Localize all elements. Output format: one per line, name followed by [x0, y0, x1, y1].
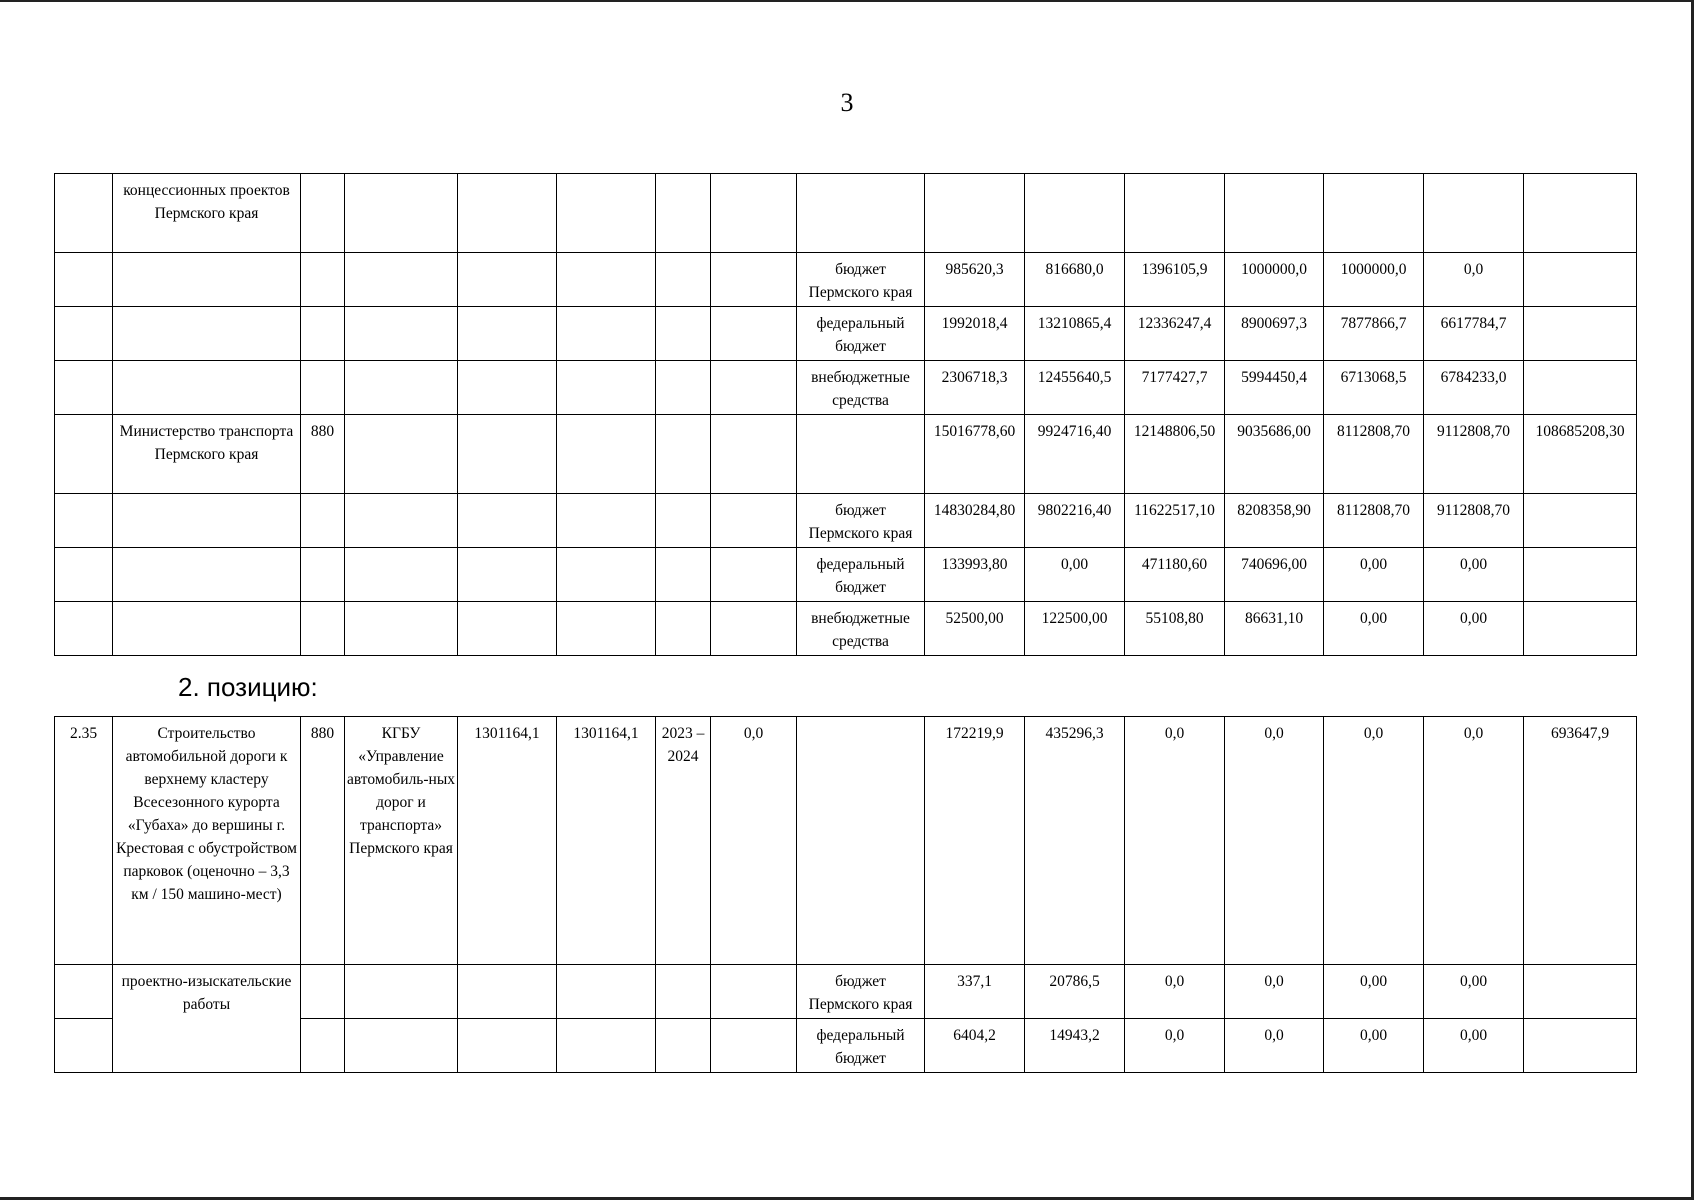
table-cell	[113, 253, 301, 307]
table-cell	[656, 307, 711, 361]
table-cell: 816680,0	[1025, 253, 1125, 307]
table-cell	[711, 1019, 797, 1073]
table-cell: 12148806,50	[1125, 415, 1225, 494]
table-cell	[301, 602, 345, 656]
table-cell	[55, 548, 113, 602]
table-cell	[345, 361, 458, 415]
table-cell	[925, 174, 1025, 253]
table-cell: 435296,3	[1025, 717, 1125, 965]
table-cell	[557, 965, 656, 1019]
table-cell: 880	[301, 717, 345, 965]
table-cell	[656, 602, 711, 656]
table-cell: 9112808,70	[1424, 494, 1524, 548]
table-cell	[711, 361, 797, 415]
table-cell: 1301164,1	[458, 717, 557, 965]
table-cell: 0,00	[1324, 548, 1424, 602]
table-cell: 7177427,7	[1125, 361, 1225, 415]
table-cell: внебюджетные средства	[797, 361, 925, 415]
table-cell	[55, 415, 113, 494]
table-cell: 12336247,4	[1125, 307, 1225, 361]
table-cell: 2023 – 2024	[656, 717, 711, 965]
table-cell	[458, 965, 557, 1019]
table-cell: 0,0	[1424, 253, 1524, 307]
table-cell	[1125, 174, 1225, 253]
table-cell: 0,00	[1324, 965, 1424, 1019]
table-cell	[711, 174, 797, 253]
table-cell: 740696,00	[1225, 548, 1324, 602]
table-cell: федеральный бюджет	[797, 307, 925, 361]
table-cell: 122500,00	[1025, 602, 1125, 656]
table-cell: 0,0	[1324, 717, 1424, 965]
table-cell	[711, 415, 797, 494]
table-cell	[1524, 307, 1637, 361]
table-cell: 471180,60	[1125, 548, 1225, 602]
table-cell	[458, 415, 557, 494]
table-cell	[113, 361, 301, 415]
table-cell	[458, 494, 557, 548]
table-cell: внебюджетные средства	[797, 602, 925, 656]
table-row	[55, 494, 1637, 548]
table-cell	[113, 548, 301, 602]
table-cell	[345, 602, 458, 656]
table-cell	[301, 965, 345, 1019]
table-cell	[656, 548, 711, 602]
table-cell: КГБУ «Управление автомобиль-ных дорог и транспорта» Пермского края	[345, 717, 458, 965]
table-cell: 1000000,0	[1225, 253, 1324, 307]
table-cell: 9035686,00	[1225, 415, 1324, 494]
table-cell: 1301164,1	[557, 717, 656, 965]
table-cell	[345, 1019, 458, 1073]
table-cell	[557, 361, 656, 415]
table-cell: 133993,80	[925, 548, 1025, 602]
table-cell	[656, 361, 711, 415]
table-cell	[301, 307, 345, 361]
table-cell	[458, 1019, 557, 1073]
table-cell: 0,0	[1125, 717, 1225, 965]
table-cell	[656, 174, 711, 253]
table-cell: 14943,2	[1025, 1019, 1125, 1073]
table-cell	[557, 494, 656, 548]
table-cell	[711, 494, 797, 548]
table-cell: 11622517,10	[1125, 494, 1225, 548]
table-cell	[55, 253, 113, 307]
table-cell	[55, 965, 113, 1019]
table-cell: 108685208,30	[1524, 415, 1637, 494]
table-cell: концессионных проектов Пермского края	[113, 174, 301, 253]
work-type-cell: проектно-изыскательские работы	[113, 965, 301, 1073]
table-cell	[55, 494, 113, 548]
table-cell	[797, 717, 925, 965]
table-cell	[458, 174, 557, 253]
table-cell	[113, 602, 301, 656]
table-cell	[1524, 174, 1637, 253]
table-cell	[711, 965, 797, 1019]
table-cell: 1000000,0	[1324, 253, 1424, 307]
page-frame-top	[0, 0, 1694, 2]
table-row	[55, 548, 1637, 602]
table-cell: 880	[301, 415, 345, 494]
table-cell	[557, 415, 656, 494]
table-cell: 8208358,90	[1225, 494, 1324, 548]
table-cell: 5994450,4	[1225, 361, 1324, 415]
table-cell: 55108,80	[1125, 602, 1225, 656]
table-cell	[557, 253, 656, 307]
table-row	[55, 361, 1637, 415]
table-cell: Министерство транспорта Пермского края	[113, 415, 301, 494]
table-row	[55, 602, 1637, 656]
table-cell	[345, 965, 458, 1019]
table-cell	[345, 415, 458, 494]
table-cell: 7877866,7	[1324, 307, 1424, 361]
table-row	[55, 415, 1637, 494]
table-row	[55, 174, 1637, 253]
table-cell	[301, 253, 345, 307]
table-cell	[301, 1019, 345, 1073]
table-cell	[557, 602, 656, 656]
table-cell: 9802216,40	[1025, 494, 1125, 548]
table-cell: 12455640,5	[1025, 361, 1125, 415]
table-cell	[557, 548, 656, 602]
table-cell: 13210865,4	[1025, 307, 1125, 361]
table-cell	[345, 307, 458, 361]
table-cell	[557, 307, 656, 361]
table-cell	[301, 548, 345, 602]
table-cell	[345, 174, 458, 253]
table-cell: 0,0	[1225, 1019, 1324, 1073]
table-cell	[55, 602, 113, 656]
table-cell: 6404,2	[925, 1019, 1025, 1073]
table-cell: 1992018,4	[925, 307, 1025, 361]
table-cell	[301, 174, 345, 253]
table-cell	[458, 253, 557, 307]
table-cell	[656, 1019, 711, 1073]
table-cell	[55, 174, 113, 253]
table-cell	[113, 307, 301, 361]
table-cell: федеральный бюджет	[797, 548, 925, 602]
table-cell: бюджет Пермского края	[797, 253, 925, 307]
table-cell	[345, 548, 458, 602]
table-cell: 6784233,0	[1424, 361, 1524, 415]
table-cell	[656, 965, 711, 1019]
table-cell	[1524, 361, 1637, 415]
table-cell: 8900697,3	[1225, 307, 1324, 361]
table-cell	[711, 307, 797, 361]
table-cell	[55, 307, 113, 361]
table-cell	[1225, 174, 1324, 253]
table-cell	[797, 174, 925, 253]
table-cell: 0,00	[1424, 602, 1524, 656]
table-cell	[711, 253, 797, 307]
table-cell: 0,00	[1025, 548, 1125, 602]
table-row	[55, 253, 1637, 307]
table-cell: 0,00	[1424, 548, 1524, 602]
table-cell: 6713068,5	[1324, 361, 1424, 415]
table-cell: 337,1	[925, 965, 1025, 1019]
table-cell: 0,0	[1125, 965, 1225, 1019]
table-cell: 15016778,60	[925, 415, 1025, 494]
table-cell: 86631,10	[1225, 602, 1324, 656]
table-cell: 0,0	[711, 717, 797, 965]
table-cell	[1524, 602, 1637, 656]
table-cell	[55, 1019, 113, 1073]
table-cell: 0,0	[1225, 717, 1324, 965]
table-cell: 52500,00	[925, 602, 1025, 656]
table-cell	[55, 361, 113, 415]
table-cell: Строительство автомобильной дороги к верхнему кластеру Всесезонного курорта «Губаха» до вершины г. Крестовая с обустройством парковок (оценочно – 3,3 км / 150 машино-мест)	[113, 717, 301, 965]
table-cell: 6617784,7	[1424, 307, 1524, 361]
table-cell: 2.35	[55, 717, 113, 965]
table-cell: 0,0	[1125, 1019, 1225, 1073]
table-cell	[797, 415, 925, 494]
table-cell: 8112808,70	[1324, 494, 1424, 548]
table-cell	[458, 361, 557, 415]
table-cell	[301, 494, 345, 548]
table-cell	[1524, 253, 1637, 307]
table-cell	[1324, 174, 1424, 253]
table-cell	[458, 307, 557, 361]
table-cell	[301, 361, 345, 415]
table-cell: 0,0	[1424, 717, 1524, 965]
financing-table-continued	[54, 173, 1637, 656]
table-cell: 0,00	[1324, 1019, 1424, 1073]
table-cell: бюджет Пермского края	[797, 965, 925, 1019]
table-cell	[1524, 1019, 1637, 1073]
table-row	[55, 717, 1637, 965]
table-cell: 9112808,70	[1424, 415, 1524, 494]
table-cell	[711, 602, 797, 656]
table-cell	[656, 415, 711, 494]
table-cell: 985620,3	[925, 253, 1025, 307]
table-cell: 693647,9	[1524, 717, 1637, 965]
table-cell	[458, 602, 557, 656]
table-cell	[458, 548, 557, 602]
table-cell	[1424, 174, 1524, 253]
table-cell	[113, 494, 301, 548]
table-cell: 14830284,80	[925, 494, 1025, 548]
table-cell	[345, 253, 458, 307]
table-cell	[656, 253, 711, 307]
table-cell	[1524, 965, 1637, 1019]
table-cell: 0,00	[1424, 1019, 1524, 1073]
table-cell	[656, 494, 711, 548]
position-table	[54, 716, 1637, 1073]
table-cell: 8112808,70	[1324, 415, 1424, 494]
table-cell	[345, 494, 458, 548]
table-cell: 20786,5	[1025, 965, 1125, 1019]
table-cell: федеральный бюджет	[797, 1019, 925, 1073]
section-heading: 2. позицию:	[178, 672, 318, 702]
table-cell	[1524, 548, 1637, 602]
table-cell: 1396105,9	[1125, 253, 1225, 307]
table-cell: 9924716,40	[1025, 415, 1125, 494]
table-cell: 0,00	[1324, 602, 1424, 656]
table-cell	[1025, 174, 1125, 253]
table-cell: 2306718,3	[925, 361, 1025, 415]
table-cell: 0,0	[1225, 965, 1324, 1019]
table-cell: 0,00	[1424, 965, 1524, 1019]
table-cell	[557, 1019, 656, 1073]
table-cell: 172219,9	[925, 717, 1025, 965]
table-cell	[1524, 494, 1637, 548]
page-number: 3	[840, 88, 854, 117]
table-row	[55, 965, 1637, 1019]
table-row	[55, 307, 1637, 361]
table-cell: бюджет Пермского края	[797, 494, 925, 548]
table-cell	[557, 174, 656, 253]
table-cell	[711, 548, 797, 602]
